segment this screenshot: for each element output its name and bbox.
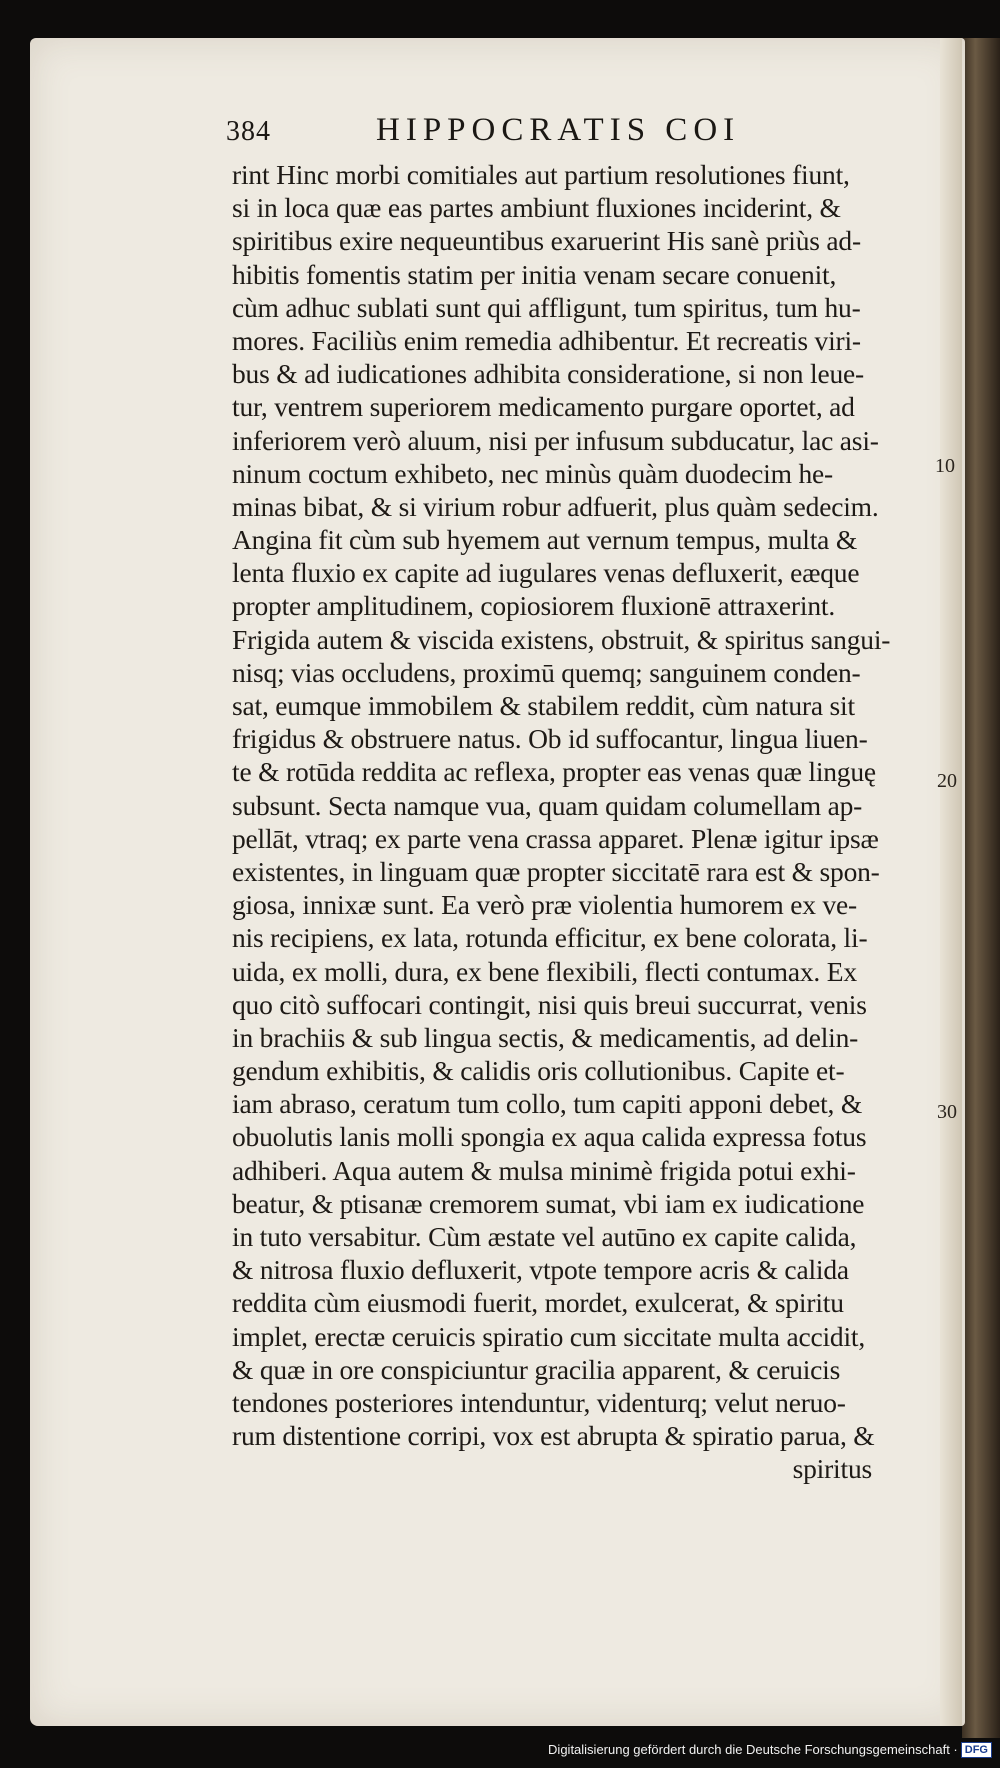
text-line: existentes, in linguam quæ propter siccitatē rara est & spon-: [232, 855, 880, 887]
text-line: hibitis fomentis statim per initia venam secare conuenit,: [232, 258, 837, 290]
body-text: [232, 158, 932, 1486]
text-line: gendum exhibitis, & calidis oris collutionibus. Capite et-: [232, 1055, 845, 1087]
text-line: inferiorem verò aluum, nisi per infusum subducatur, lac asi-: [232, 424, 879, 456]
text-line: tur, ventrem superiorem medicamento purgare oportet, ad: [232, 391, 855, 423]
text-line: quo citò suffocari contingit, nisi quis breui succurrat, venis: [232, 988, 867, 1020]
text-line: rum distentione corripi, vox est abrupta & spiratio parua, &: [232, 1420, 875, 1452]
text-line: subsunt. Secta namque vua, quam quidam columellam ap-: [232, 789, 863, 821]
running-title: HIPPOCRATIS COI: [376, 112, 741, 148]
text-line: adhiberi. Aqua autem & mulsa minimè frigida potui exhi-: [232, 1154, 856, 1186]
text-line: in tuto versabitur. Cùm æstate vel autūno ex capite calida,: [232, 1221, 857, 1252]
margin-line-number: 10: [935, 455, 955, 477]
page-number: 384: [226, 116, 271, 147]
text-line: spiritus: [792, 1453, 872, 1485]
text-line: mores. Faciliùs enim remedia adhibentur. Et recreatis viri-: [232, 324, 861, 356]
text-line: giosa, innixæ sunt. Ea verò præ violentia humorem ex ve-: [232, 889, 857, 921]
margin-line-number: 30: [937, 1101, 957, 1123]
text-line: pellāt, vtraq; ex parte vena crassa apparet. Plenæ igitur ipsæ: [232, 822, 879, 854]
text-line: frigidus & obstruere natus. Ob id suffocantur, lingua liuen-: [232, 723, 868, 755]
text-line: beatur, & ptisanæ cremorem sumat, vbi iam ex iudicatione: [232, 1187, 865, 1219]
text-line: & quæ in ore conspiciuntur gracilia apparent, & ceruicis: [232, 1353, 841, 1385]
text-line: ninum coctum exhibeto, nec minùs quàm duodecim he-: [232, 457, 833, 489]
text-line: nis recipiens, ex lata, rotunda efficitur, ex bene colorata, li-: [232, 922, 868, 954]
text-line: Angina fit cùm sub hyemem aut vernum tempus, multa &: [232, 524, 858, 556]
margin-line-number: 20: [937, 770, 957, 792]
page-edge: [940, 38, 962, 1726]
text-line: bus & ad iudicationes adhibita consideratione, si non leue-: [232, 358, 864, 390]
text-line: lenta fluxio ex capite ad iugulares venas defluxerit, eæque: [232, 557, 860, 589]
text-line: spiritibus exire nequeuntibus exaruerint His sanè priùs ad-: [232, 225, 861, 257]
dfg-logo: DFG: [961, 1742, 992, 1758]
digitization-credit: [0, 1742, 992, 1762]
text-line: sat, eumque immobilem & stabilem reddit, cùm natura sit: [232, 690, 855, 721]
book-spine: [962, 38, 1000, 1738]
text-line: uida, ex molli, dura, ex bene flexibili, flecti contumax. Ex: [232, 955, 857, 987]
text-line: rint Hinc morbi comitiales aut partium resolutiones fiunt,: [232, 159, 850, 190]
text-line: te & rotūda reddita ac reflexa, propter eas venas quæ linguę: [232, 756, 876, 788]
text-line: in brachiis & sub lingua sectis, & medicamentis, ad delin-: [232, 1021, 859, 1053]
text-line: implet, erectæ ceruicis spiratio cum siccitate multa accidit,: [232, 1320, 866, 1352]
text-line: obuolutis lanis molli spongia ex aqua calida expressa fotus: [232, 1121, 867, 1153]
text-line: nisq; vias occludens, proximū quemq; sanguinem conden-: [232, 656, 861, 688]
text-line: Frigida autem & viscida existens, obstruit, & spiritus sangui-: [232, 623, 891, 655]
text-line: cùm adhuc sublati sunt qui affligunt, tum spiritus, tum hu-: [232, 291, 861, 323]
text-line: minas bibat, & si virium robur adfuerit, plus quàm sedecim.: [232, 490, 879, 522]
text-line: & nitrosa fluxio defluxerit, vtpote tempore acris & calida: [232, 1254, 849, 1286]
text-line: iam abraso, ceratum tum collo, tum capiti apponi debet, &: [232, 1088, 863, 1120]
page-header: [226, 112, 786, 156]
text-line: propter amplitudinem, copiosiorem fluxionē attraxerint.: [232, 590, 835, 622]
text-line: reddita cùm eiusmodi fuerit, mordet, exulcerat, & spiritu: [232, 1287, 844, 1319]
text-line: tendones posteriores intenduntur, videnturq; velut neruo-: [232, 1386, 846, 1418]
text-line: si in loca quæ eas partes ambiunt fluxiones inciderint, &: [232, 192, 841, 224]
credit-text: Digitalisierung gefördert durch die Deutsche Forschungsgemeinschaft ·: [548, 1742, 958, 1757]
